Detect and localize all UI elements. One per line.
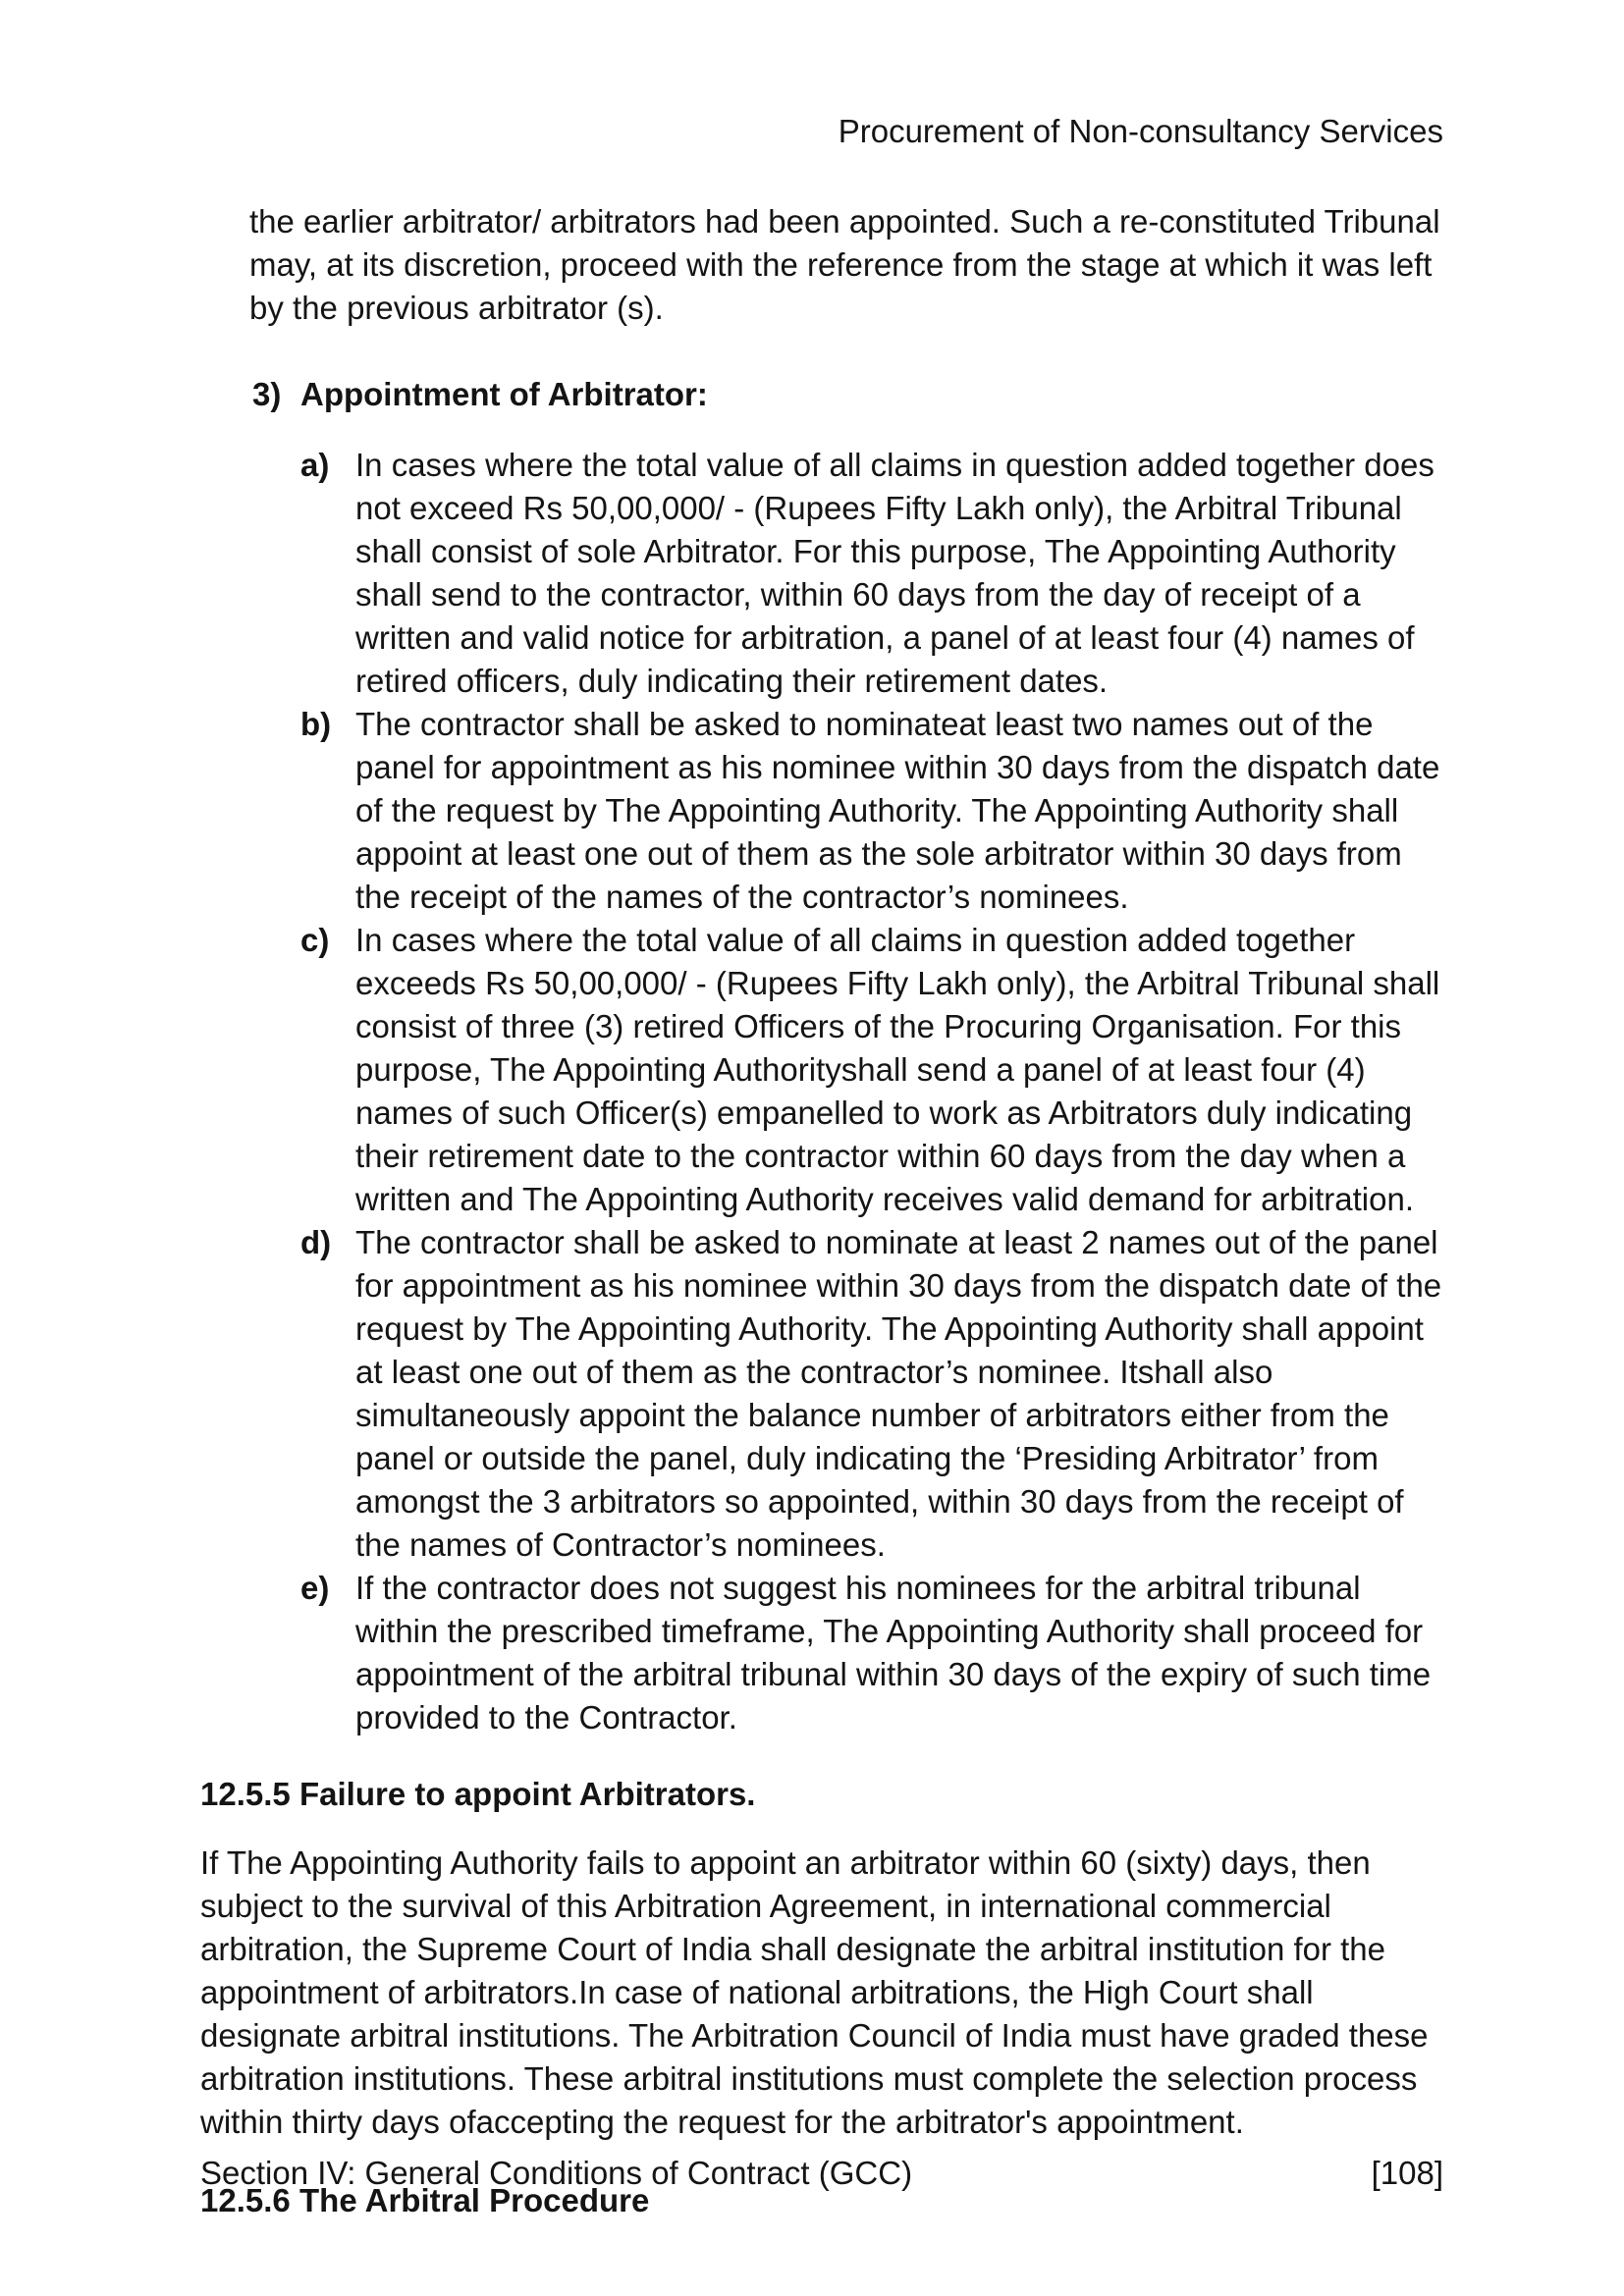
- list-item-text: If the contractor does not suggest his nominees for the arbitral tribunal within the prescribed timeframe, The Appointing Authority shall proceed for appointment of the arbitral tribunal within 30 days of the expiry of such time provided to the Contractor.: [355, 1570, 1432, 1735]
- list-item-label: d): [300, 1224, 332, 1260]
- list-item-a: [300, 444, 1443, 703]
- page-header: [200, 110, 1443, 153]
- section-3-heading: [252, 373, 1443, 416]
- list-item-e: [300, 1567, 1443, 1739]
- section-12-5-6-title: The Arbitral Procedure: [299, 2182, 650, 2218]
- list-item-text: The contractor shall be asked to nominate at least 2 names out of the panel for appointment as his nominee within 30 days from the dispatch date of the request by The Appointing Authority. The Appointing Authority shall appoint at least one out of them as the contractor’s nominee. Itshall also simultaneously appoint the balance number of arbitrators either from the panel or outside the panel, duly indicating the ‘Presiding Arbitrator’ from amongst the 3 arbitrators so appointed, within 30 days from the receipt of the names of Contractor’s nominees.: [355, 1224, 1442, 1563]
- header-title: Procurement of Non-consultancy Services: [838, 113, 1443, 149]
- section-3-number: 3): [252, 376, 282, 412]
- section-12-5-5-paragraph: If The Appointing Authority fails to appoint an arbitrator within 60 (sixty) days, then subject to the survival of this Arbitration Agreement, in international commercial arbitration, the Supreme Court of India shall designate the arbitral institution for the appointment of arbitrators.In case of national arbitrations, the High Court shall designate arbitral institutions. The Arbitration Council of India must have graded these arbitration institutions. These arbitral institutions must complete the selection process within thirty days ofaccepting the request for the arbitrator's appointment.: [200, 1844, 1429, 2140]
- section-12-5-6-number: 12.5.6: [200, 2182, 291, 2218]
- arbitrator-appointment-list: [300, 444, 1443, 1739]
- section-3-title: Appointment of Arbitrator:: [300, 376, 708, 412]
- list-item-label: e): [300, 1570, 330, 1606]
- section-12-5-5-heading: [200, 1773, 1443, 1816]
- list-item-label: a): [300, 447, 330, 483]
- list-item-text: In cases where the total value of all claims in question added together exceeds Rs 50,00,000/ - (Rupees Fifty Lakh only), the Arbitral Tribunal shall consist of three (3) retired Officers of the Procuring Organisation. For this purpose, The Appointing Authorityshall send a panel of at least four (4) names of such Officer(s) empanelled to work as Arbitrators duly indicating their retirement date to the contractor within 60 days from the day when a written and The Appointing Authority receives valid demand for arbitration.: [355, 922, 1440, 1217]
- intro-paragraph: the earlier arbitrator/ arbitrators had been appointed. Such a re-constituted Tribunal may, at its discretion, proceed with the reference from the stage at which it was left by the previous arbitrator (s).: [249, 203, 1440, 326]
- section-12-5-5-title: Failure to appoint Arbitrators.: [299, 1776, 756, 1812]
- list-item-d: [300, 1221, 1443, 1567]
- list-item-label: c): [300, 922, 330, 958]
- footer-page-number: [108]: [1371, 2155, 1443, 2191]
- section-12-5-5-number: 12.5.5: [200, 1776, 291, 1812]
- page-footer: [200, 2152, 1443, 2195]
- list-item-c: [300, 919, 1443, 1221]
- list-item-b: [300, 703, 1443, 919]
- footer-section-label: Section IV: General Conditions of Contract (GCC): [200, 2155, 913, 2191]
- list-item-label: b): [300, 706, 332, 742]
- list-item-text: In cases where the total value of all claims in question added together does not exceed Rs 50,00,000/ - (Rupees Fifty Lakh only), the Arbitral Tribunal shall consist of sole Arbitrator. For this purpose, The Appointing Authority shall send to the contractor, within 60 days from the day of receipt of a written and valid notice for arbitration, a panel of at least four (4) names of retired officers, duly indicating their retirement dates.: [355, 447, 1435, 699]
- list-item-text: The contractor shall be asked to nominateat least two names out of the panel for appointment as his nominee within 30 days from the dispatch date of the request by The Appointing Authority. The Appointing Authority shall appoint at least one out of them as the sole arbitrator within 30 days from the receipt of the names of the contractor’s nominees.: [355, 706, 1440, 915]
